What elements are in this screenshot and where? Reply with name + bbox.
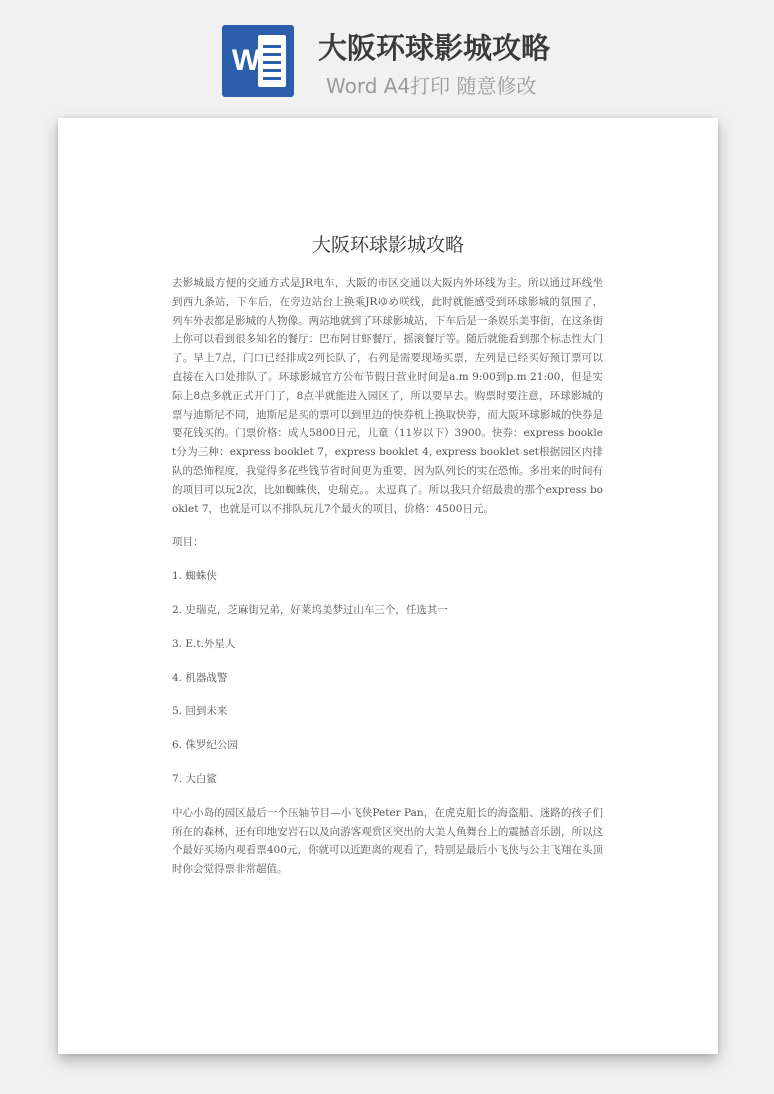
intro-paragraph: 去影城最方便的交通方式是JR电车，大阪的市区交通以大阪内外环线为主。所以通过环线坐到西九条站，下车后，在旁边站台上换乘JRゆめ咲线，此时就能感受到环球影城的氛围了，列车外表都是影城的人物像。两站地就到了环球影城站，下车后是一条娱乐美事街，在这条街上你可以看到很多知名的餐厅：巴布阿甘虾餐厅，摇滚餐厅等。随后就能看到那个标志性大门了。早上7点，门口已经排成2列长队了，右列是需要现场买票，左列是已经买好预订票可以直接在入口处排队了。环球影城官方公布节假日营业时间是a.m 9:00到p.m 21:00，但是实际上8点多就正式开门了，8点半就能进入园区了，所以要早去。购票时要注意，环球影城的票与迪斯尼不同，迪斯尼是买的票可以到里边的快券机上换取快券，而大阪环球影城的快券是要花钱买的。门票价格：成人5800日元，儿童（11岁以下）3900。快券：express booklet分为三种：express booklet 7，express booklet 4, express booklet set根据园区内排队的恐怖程度，我觉得多花些钱节省时间更为重要，因为队列长的实在恐怖。多出来的时间有的项目可以玩2次，比如蜘蛛侠，史瑞克。。太逗真了。所以我只介绍最贵的那个express booklet 7，也就是可以不排队玩儿7个最火的项目，价格：4500日元。 bbox=[172, 277, 603, 515]
banner-subtitle: Word A4打印 随意修改 bbox=[326, 74, 537, 98]
list-item: 6. 侏罗纪公园 bbox=[172, 739, 238, 752]
document-title: 大阪环球影城攻略 bbox=[311, 234, 464, 256]
list-item: 7. 大白鲨 bbox=[172, 772, 217, 785]
list-item: 4. 机器战警 bbox=[172, 671, 228, 684]
document-page bbox=[58, 118, 718, 1054]
closing-paragraph: 中心小岛的园区最后一个压轴节目—小飞侠Peter Pan，在虎克船长的海盗船、迷路的孩子们所在的森林，还有印地安岩石以及向游客观赏区突出的大美人鱼舞台上的震撼音乐剧，所以这个最好买场内观看票400元，你就可以近距离的观看了，特别是最后小飞侠与公主飞翔在头顶时你会觉得票非常超值。 bbox=[172, 806, 603, 876]
list-item: 3. E.t.外星人 bbox=[172, 637, 236, 650]
banner-title: 大阪环球影城攻略 bbox=[318, 31, 551, 65]
document-body bbox=[172, 274, 603, 879]
items-heading: 项目： bbox=[172, 536, 204, 549]
logo-letter: W bbox=[231, 44, 261, 77]
list-item: 1. 蜘蛛侠 bbox=[172, 570, 217, 583]
list-item: 2. 史瑞克，芝麻街兄弟，好莱坞美梦过山车三个，任选其一 bbox=[172, 603, 448, 616]
word-doc-icon bbox=[222, 25, 294, 97]
banner bbox=[0, 0, 774, 118]
list-item: 5. 回到未来 bbox=[172, 705, 228, 718]
